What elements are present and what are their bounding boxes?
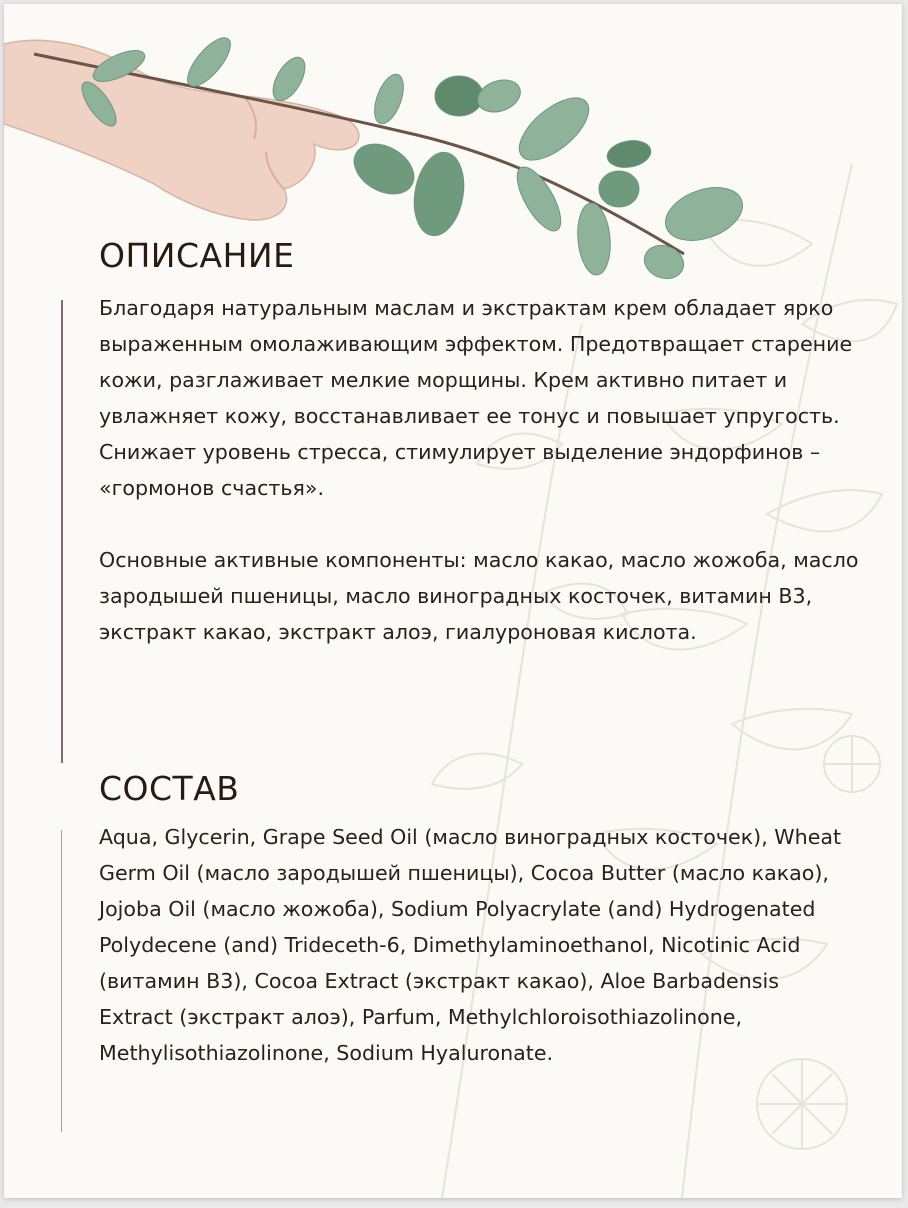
description-accent-line (61, 300, 63, 763)
eucalyptus-leaf (509, 161, 569, 237)
eucalyptus-leaf (658, 178, 750, 250)
eucalyptus-leaf (345, 134, 422, 204)
product-description-card (4, 4, 902, 1198)
eucalyptus-leaf (575, 202, 613, 277)
eucalyptus-leaf (599, 171, 639, 207)
eucalyptus-leaf (267, 52, 312, 106)
active-components-paragraph: Основные активные компоненты: масло какао, масло жожоба, масло зародышей пшеницы, масло виноградных косточек, витамин В3, экстракт какао, экстракт алоэ, гиалуроновая кислота. (99, 548, 859, 644)
eucalyptus-leaf (181, 31, 238, 92)
eucalyptus-leaf (640, 240, 689, 284)
eucalyptus-leaf (605, 137, 653, 170)
composition-heading: СОСТАВ (99, 769, 240, 808)
hand-shape (4, 40, 359, 220)
eucalyptus-leaf (369, 70, 409, 127)
description-paragraph: Благодаря натуральным маслам и экстрактам крем обладает ярко выраженным омолаживающим эффектом. Предотвращает старение кожи, разглаживает мелкие морщины. Крем активно питает и увлажняет кожу, восстанавливает ее тонус и повышает упругость. Снижает уровень стресса, стимулирует выделение эндорфинов – «гормонов счастья». (99, 296, 853, 500)
description-heading: ОПИСАНИЕ (99, 236, 295, 275)
composition-accent-line (61, 830, 62, 1132)
eucalyptus-leaf (435, 76, 483, 116)
composition-text-block (99, 819, 859, 1071)
eucalyptus-leaf (408, 148, 470, 239)
composition-ingredients: Aqua, Glycerin, Grape Seed Oil (масло виноградных косточек), Wheat Germ Oil (масло зародышей пшеницы), Cocoa Butter (масло какао), Jojoba Oil (масло жожоба), Sodium Polyacrylate (and) Hydrogenated Polydecene (and) Trideceth-6, Dimethylaminoethanol, Nicotinic Acid (витамин В3), Cocoa Extract (экстракт какао), Aloe Barbadensis Extract (экстракт алоэ), Parfum, Methylchloroisothiazolinone, Methylisothiazolinone, Sodium Hyaluronate. (99, 825, 842, 1065)
eucalyptus-leaf (509, 87, 599, 172)
description-text-block (99, 290, 859, 650)
eucalyptus-leaf (473, 74, 525, 117)
